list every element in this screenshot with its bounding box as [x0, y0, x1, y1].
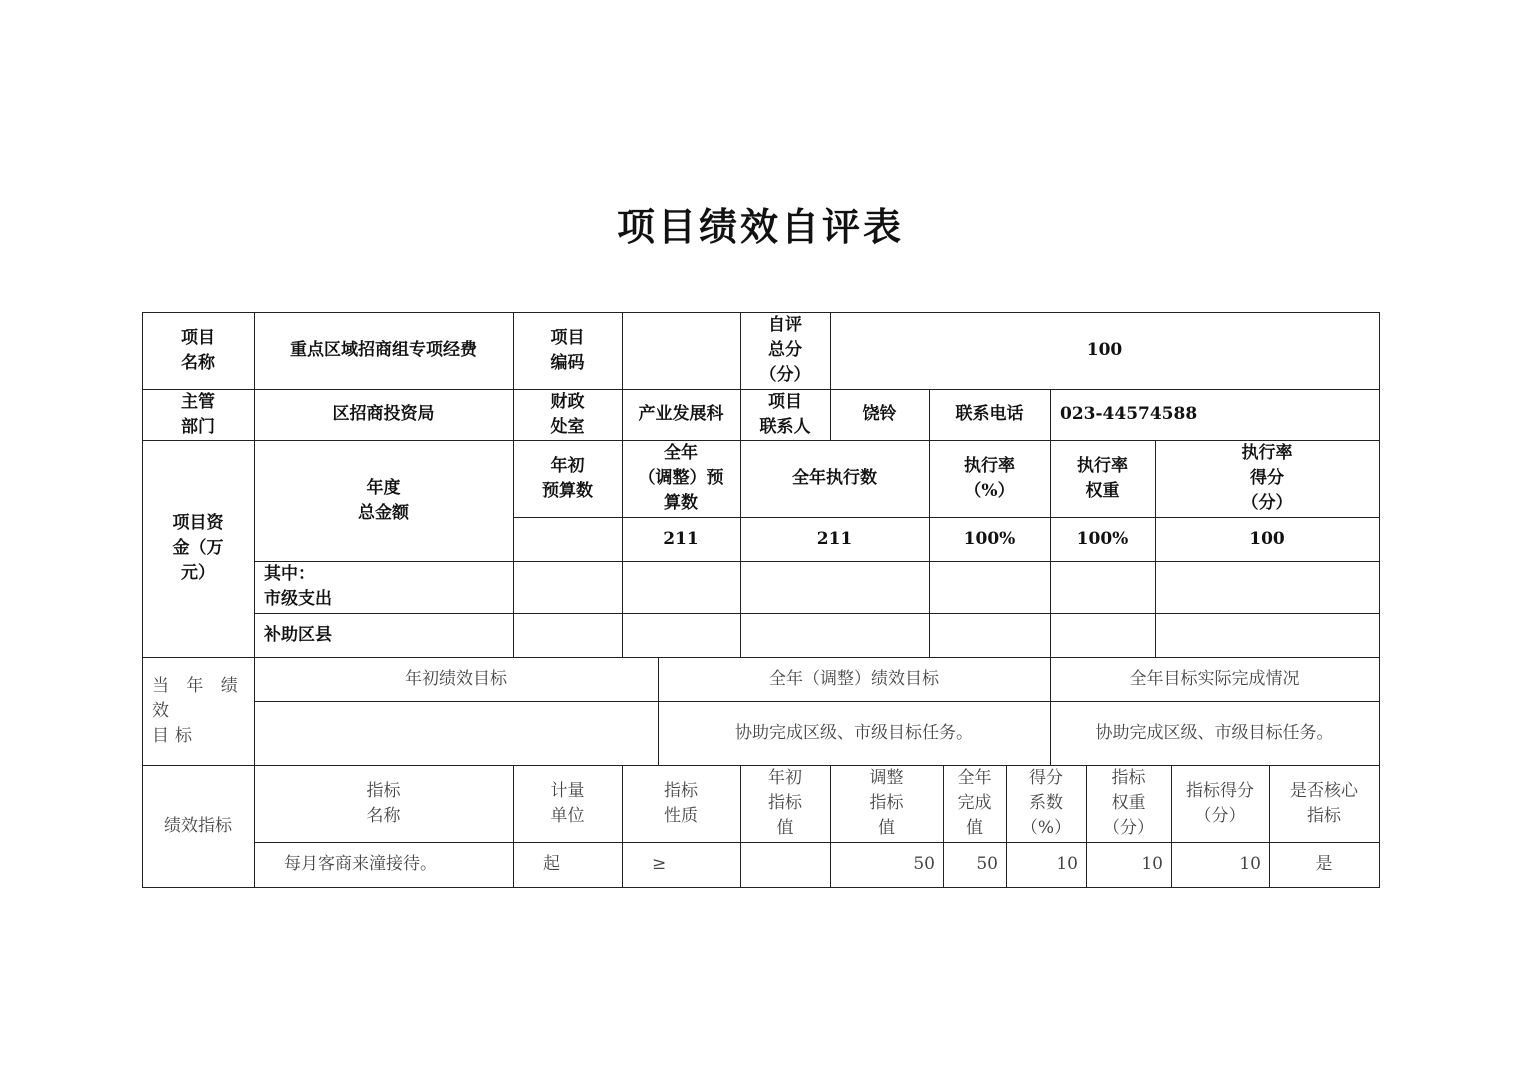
goals-section-label: 当 年 绩 效 目标	[152, 675, 244, 746]
self-score-value: 100	[1086, 340, 1123, 360]
score-cell: 10	[1239, 854, 1261, 874]
indicators-section-label: 绩效指标	[164, 815, 232, 836]
weight-header: 指标 权重 （分）	[1103, 768, 1154, 838]
indicator-name-cell: 每月客商来潼接待。	[284, 854, 437, 874]
project-name-value: 重点区域招商组专项经费	[290, 340, 477, 360]
actual-completion-label: 全年目标实际完成情况	[1129, 668, 1300, 689]
county-subsidy-label: 补助区县	[264, 624, 332, 645]
exec-weight-label: 执行率 权重	[1077, 455, 1128, 501]
project-code-label: 项目 编码	[550, 327, 585, 373]
initial-value-cell	[740, 842, 830, 887]
initial-budget-label: 年初 预算数	[542, 455, 593, 501]
executed-value: 211	[816, 528, 853, 549]
unit-header: 计量 单位	[550, 780, 585, 826]
actual-completion-value: 协助完成区级、市级目标任务。	[1095, 722, 1334, 743]
completed-value-cell: 50	[976, 854, 998, 874]
weight-cell: 10	[1141, 854, 1163, 874]
executed-label: 全年执行数	[792, 468, 877, 488]
score-coef-cell: 10	[1056, 854, 1078, 874]
score-coef-header: 得分 系数 （%）	[1020, 768, 1072, 838]
adjusted-value-header: 调整 指标 值	[869, 768, 904, 838]
project-code-value	[622, 312, 740, 389]
unit-cell: 起	[543, 854, 560, 874]
phone-label: 联系电话	[955, 404, 1024, 424]
phone-value: 023-44574588	[1060, 404, 1198, 424]
exec-weight-value: 100%	[1076, 528, 1129, 549]
score-header: 指标得分 （分）	[1186, 780, 1254, 826]
adjusted-budget-label: 全年 （调整）预 算数	[638, 443, 724, 513]
is-core-header: 是否核心 指标	[1290, 780, 1358, 826]
adjusted-value-cell: 50	[913, 854, 935, 874]
initial-value-header: 年初 指标 值	[768, 768, 802, 838]
nature-cell: ≥	[652, 854, 667, 874]
exec-rate-label: 执行率 （%）	[964, 455, 1015, 501]
project-name-label: 项目 名称	[181, 327, 215, 373]
contact-label: 项目 联系人	[759, 391, 811, 437]
city-expense-label: 其中： 市级支出	[264, 564, 332, 609]
adjusted-goal-value: 协助完成区级、市级目标任务。	[735, 722, 973, 743]
is-core-cell: 是	[1315, 854, 1333, 874]
annual-total-label: 年度 总金额	[358, 477, 409, 523]
initial-goal-label: 年初绩效目标	[405, 668, 507, 689]
finance-label: 财政 处室	[550, 391, 585, 437]
initial-budget-value	[513, 517, 622, 561]
adjusted-budget-value: 211	[663, 528, 699, 549]
completed-value-header: 全年 完成 值	[957, 768, 992, 838]
dept-label: 主管 部门	[181, 391, 215, 437]
self-score-label: 自评 总分 （分）	[759, 315, 811, 385]
funds-section-label: 项目资 金（万 元）	[172, 513, 224, 583]
indicator-name-header: 指标 名称	[366, 780, 401, 826]
page-title: 项目绩效自评表	[616, 204, 904, 249]
exec-score-label: 执行率 得分 （分）	[1241, 443, 1293, 513]
dept-value: 区招商投资局	[332, 404, 435, 424]
adjusted-goal-label: 全年（调整）绩效目标	[769, 668, 939, 689]
contact-value: 饶铃	[862, 404, 897, 424]
finance-value: 产业发展科	[638, 404, 724, 424]
exec-rate-value: 100%	[963, 528, 1016, 549]
exec-score-value: 100	[1249, 528, 1285, 549]
initial-goal-value	[254, 701, 658, 765]
nature-header: 指标 性质	[664, 780, 698, 826]
